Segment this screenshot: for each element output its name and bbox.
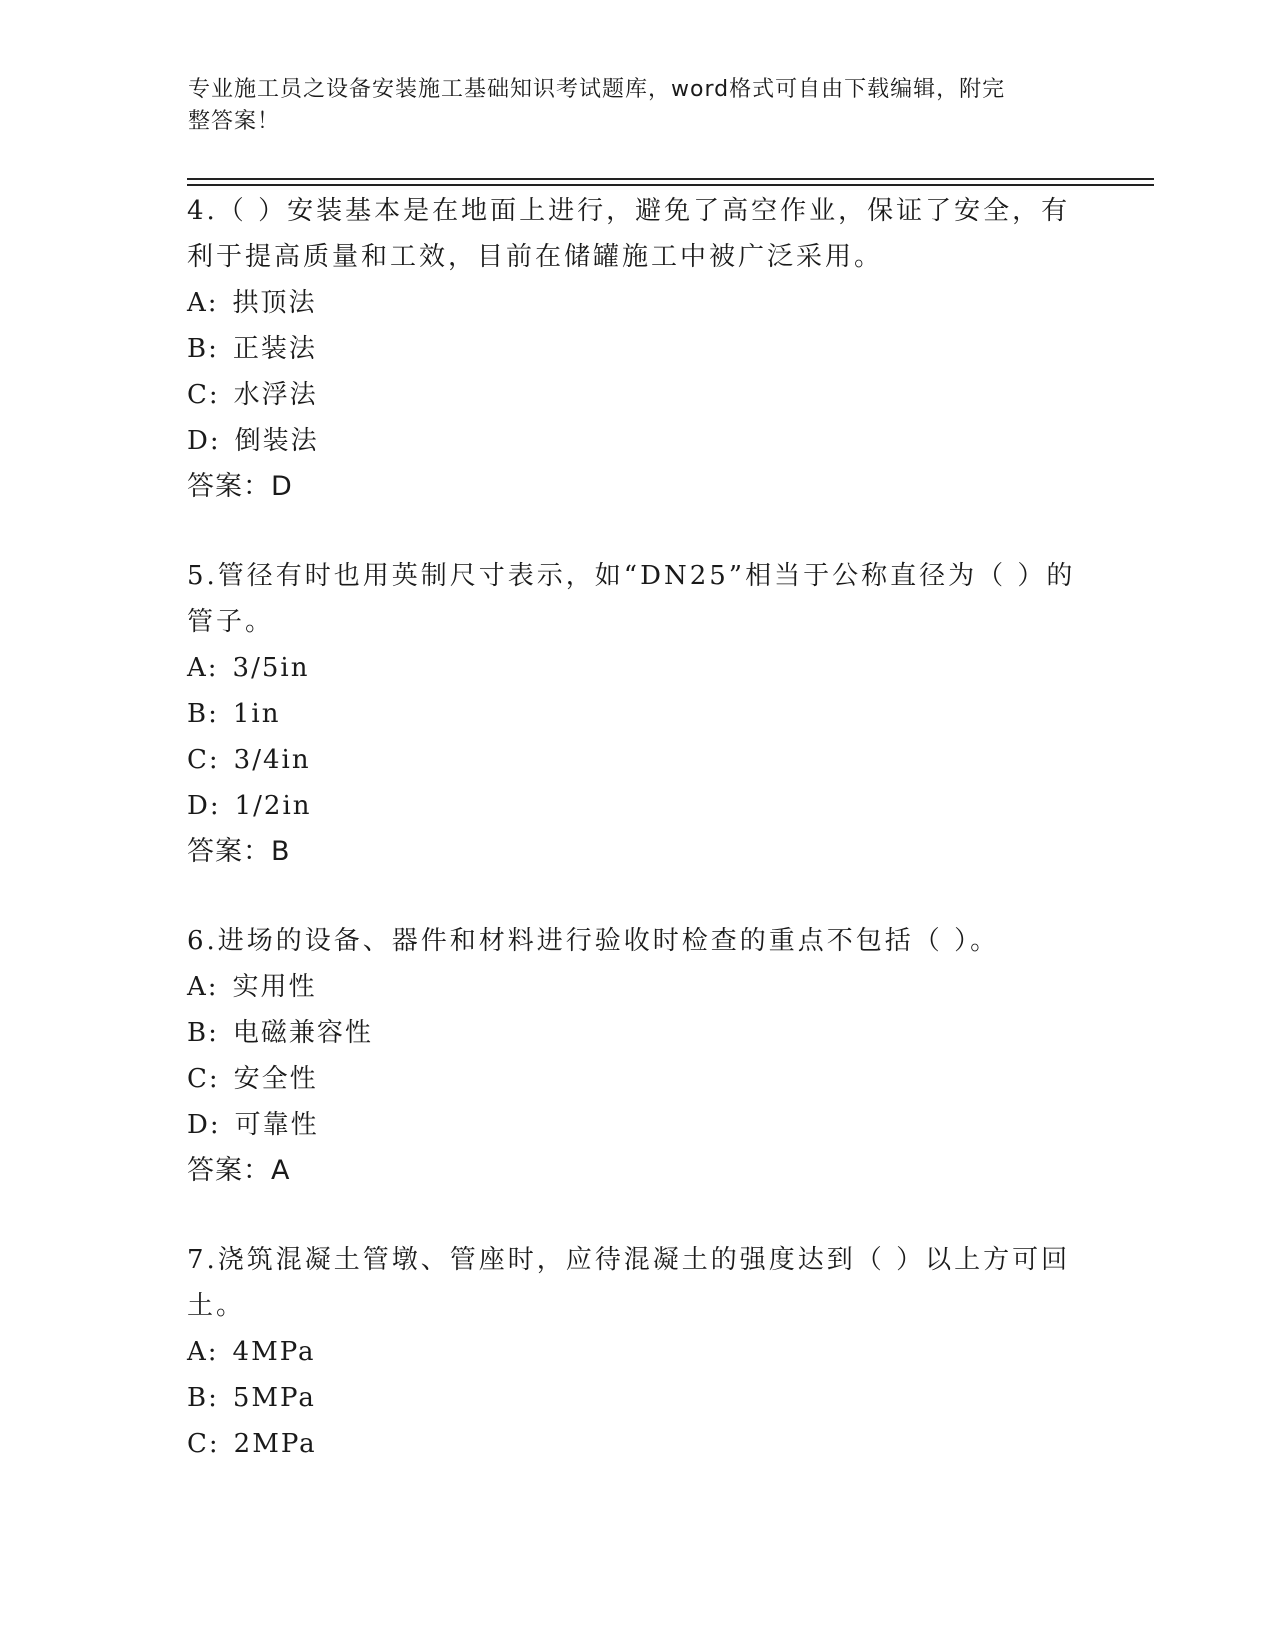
- option-c: [187, 1421, 1087, 1467]
- option-text: 安全性: [233, 1064, 318, 1094]
- option-c: [187, 737, 1087, 783]
- option-text: 拱顶法: [232, 288, 317, 318]
- option-text: 5MPa: [232, 1383, 316, 1413]
- option-letter: D:: [187, 1110, 221, 1140]
- option-d: [187, 418, 1087, 464]
- option-text: 正装法: [232, 334, 317, 364]
- option-text: 1/2in: [234, 791, 312, 821]
- header-line-1: 专业施工员之设备安装施工基础知识考试题库，word格式可自由下载编辑，附完: [188, 77, 1006, 102]
- option-letter: C:: [187, 1064, 220, 1094]
- option-text: 1in: [232, 699, 281, 729]
- option-letter: B:: [187, 1018, 219, 1048]
- option-text: 4MPa: [232, 1337, 316, 1367]
- option-d: [187, 1102, 1087, 1148]
- option-letter: A:: [187, 1337, 219, 1367]
- answer-line: 答案：D: [187, 471, 293, 502]
- option-text: 实用性: [232, 972, 317, 1002]
- option-c: [187, 1056, 1087, 1102]
- option-text: 电磁兼容性: [232, 1018, 373, 1048]
- question-7: [187, 1237, 1087, 1467]
- option-text: 倒装法: [234, 426, 319, 456]
- header-divider-bottom: [187, 184, 1154, 186]
- option-letter: A:: [187, 972, 219, 1002]
- option-a: [187, 645, 1087, 691]
- option-letter: D:: [187, 791, 221, 821]
- option-a: [187, 280, 1087, 326]
- option-text: 水浮法: [233, 380, 318, 410]
- option-a: [187, 1329, 1087, 1375]
- option-c: [187, 372, 1087, 418]
- option-b: [187, 691, 1087, 737]
- option-b: [187, 326, 1087, 372]
- option-letter: B:: [187, 1383, 219, 1413]
- answer-line: 答案：B: [187, 836, 291, 867]
- option-letter: C:: [187, 1429, 220, 1459]
- question-4: [187, 188, 1087, 510]
- question-5: [187, 553, 1087, 875]
- option-letter: B:: [187, 699, 219, 729]
- option-letter: C:: [187, 380, 220, 410]
- option-a: [187, 964, 1087, 1010]
- question-stem: 7.浇筑混凝土管墩、管座时，应待混凝土的强度达到（ ）以上方可回土。: [187, 1245, 1071, 1321]
- option-text: 2MPa: [233, 1429, 317, 1459]
- document-header: [188, 74, 1068, 138]
- option-b: [187, 1010, 1087, 1056]
- option-text: 3/4in: [233, 745, 311, 775]
- option-text: 3/5in: [232, 653, 310, 683]
- option-letter: A:: [187, 653, 219, 683]
- option-text: 可靠性: [234, 1110, 319, 1140]
- option-d: [187, 783, 1087, 829]
- header-divider-top: [187, 178, 1154, 180]
- option-letter: D:: [187, 426, 221, 456]
- option-letter: B:: [187, 334, 219, 364]
- option-letter: A:: [187, 288, 219, 318]
- option-letter: C:: [187, 745, 220, 775]
- question-stem: 5.管径有时也用英制尺寸表示，如“DN25”相当于公称直径为（ ）的管子。: [187, 561, 1076, 637]
- answer-line: 答案：A: [187, 1155, 291, 1186]
- question-stem: 4.（ ）安装基本是在地面上进行，避免了高空作业，保证了安全，有利于提高质量和工效，目前在储罐施工中被广泛采用。: [187, 196, 1071, 272]
- option-b: [187, 1375, 1087, 1421]
- question-stem: 6.进场的设备、器件和材料进行验收时检查的重点不包括（ ）。: [187, 926, 1000, 956]
- header-line-2: 整答案！: [188, 109, 281, 134]
- question-6: [187, 918, 1087, 1194]
